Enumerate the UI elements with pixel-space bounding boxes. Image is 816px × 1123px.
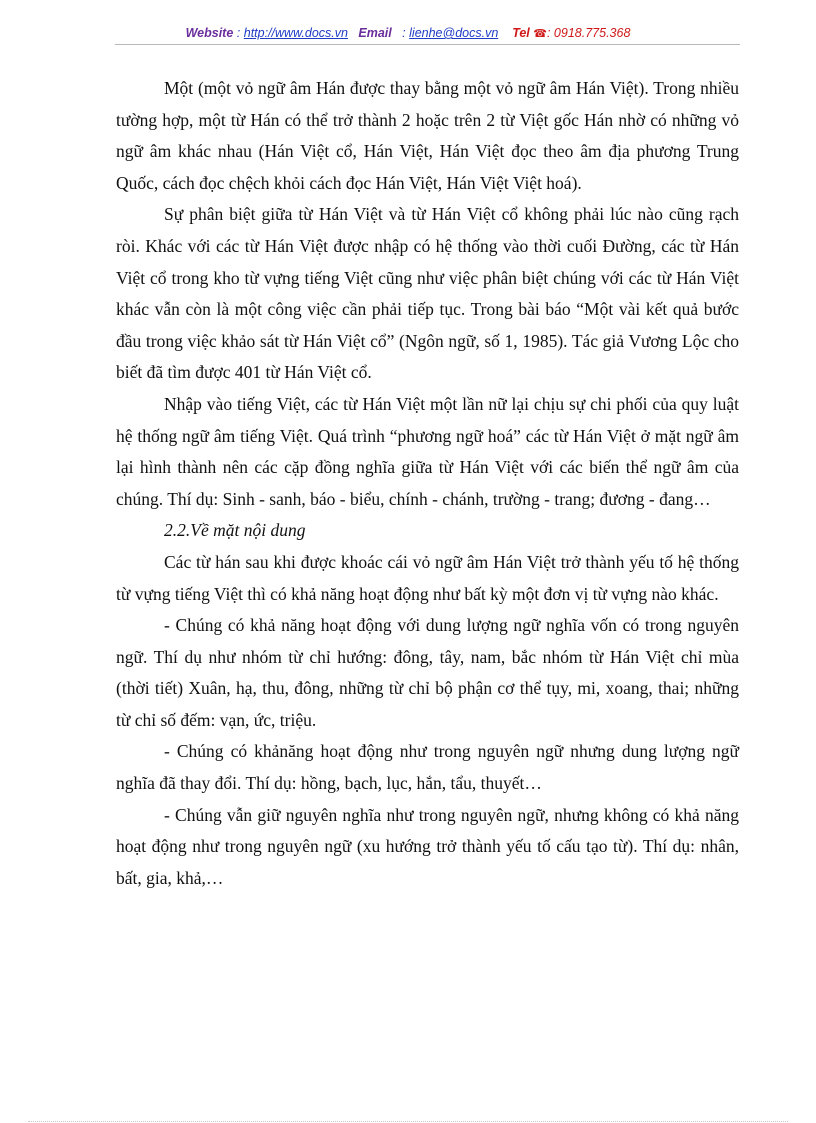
website-colon: : xyxy=(236,26,241,40)
paragraph: - Chúng vẫn giữ nguyên nghĩa như trong nguyên ngữ, nhưng không có khả năng hoạt động như trong nguyên ngữ (xu hướng trở thành yếu tố cấu tạo từ). Thí dụ: nhân, bất, gia, khả,… xyxy=(116,804,739,888)
paragraph: - Chúng có khảnăng hoạt động như trong nguyên ngữ nhưng dung lượng ngữ nghĩa đã thay đổi. Thí dụ: hồng, bạch, lục, hắn, tẩu, thuyết… xyxy=(116,741,739,794)
paragraph: Một (một vỏ ngữ âm Hán được thay bằng một vỏ ngữ âm Hán Việt). Trong nhiều tường hợp, một từ Hán có thể trở thành 2 hoặc trên 2 từ Việt gốc Hán nhờ có những vỏ ngữ âm khác nhau (Hán Việt cổ, Hán Việt, Hán Việt đọc theo âm địa phương Trung Quốc, cách đọc chệch khỏi cách đọc Hán Việt, Hán Việt Việt hoá). xyxy=(116,78,739,193)
tel-value: : 0918.775.368 xyxy=(546,26,631,40)
website-link[interactable]: http://www.docs.vn xyxy=(243,26,348,40)
tel-label: Tel xyxy=(512,26,530,40)
footer-divider xyxy=(28,1121,788,1122)
paragraph: Sự phân biệt giữa từ Hán Việt và từ Hán Việt cổ không phải lúc nào cũng rạch ròi. Khác với các từ Hán Việt được nhập có hệ thống vào thời cuối Đường, các từ Hán Việt cổ trong kho từ vựng tiếng Việt cũng như việc phân biệt chúng với các từ Hán Việt khác vẫn còn là một công việc cần phải tiếp tục. Trong bài báo “Một vài kết quả bước đầu trong việc khảo sát từ Hán Việt cổ” (Ngôn ngữ, số 1, 1985). Tác giả Vương Lộc cho biết đã tìm được 401 từ Hán Việt cổ. xyxy=(116,204,739,383)
section-heading: 2.2.Về mặt nội dung xyxy=(164,520,306,541)
document-body xyxy=(116,73,739,894)
header-divider xyxy=(115,44,740,45)
email-colon: : xyxy=(402,26,406,40)
page-header xyxy=(0,24,816,43)
email-link[interactable]: lienhe@docs.vn xyxy=(409,26,499,40)
website-label: Website xyxy=(185,26,234,40)
paragraph: Nhập vào tiếng Việt, các từ Hán Việt một lần nữ lại chịu sự chi phối của quy luật hệ thống ngữ âm tiếng Việt. Quá trình “phương ngữ hoá” các từ Hán Việt ở mặt ngữ âm lại hình thành nên các cặp đồng nghĩa giữa từ Hán Việt với các biến thể ngữ âm của chúng. Thí dụ: Sinh - sanh, báo - biểu, chính - chánh, trường - trang; đương - đang… xyxy=(116,393,739,509)
paragraph: Các từ hán sau khi được khoác cái vỏ ngữ âm Hán Việt trở thành yếu tố hệ thống từ vựng tiếng Việt thì có khả năng hoạt động như bất kỳ một đơn vị từ vựng nào khác. xyxy=(116,551,739,604)
phone-icon: ☎ xyxy=(533,28,547,40)
email-label: Email xyxy=(358,26,392,40)
paragraph: - Chúng có khả năng hoạt động với dung lượng ngữ nghĩa vốn có trong nguyên ngữ. Thí dụ như nhóm từ chỉ hướng: đông, tây, nam, bắc nhóm từ Hán Việt chỉ mùa (thời tiết) Xuân, hạ, thu, đông, những từ chỉ bộ phận cơ thể tụy, mi, xoang, thai; những từ chỉ số đếm: vạn, ức, triệu. xyxy=(116,615,739,730)
